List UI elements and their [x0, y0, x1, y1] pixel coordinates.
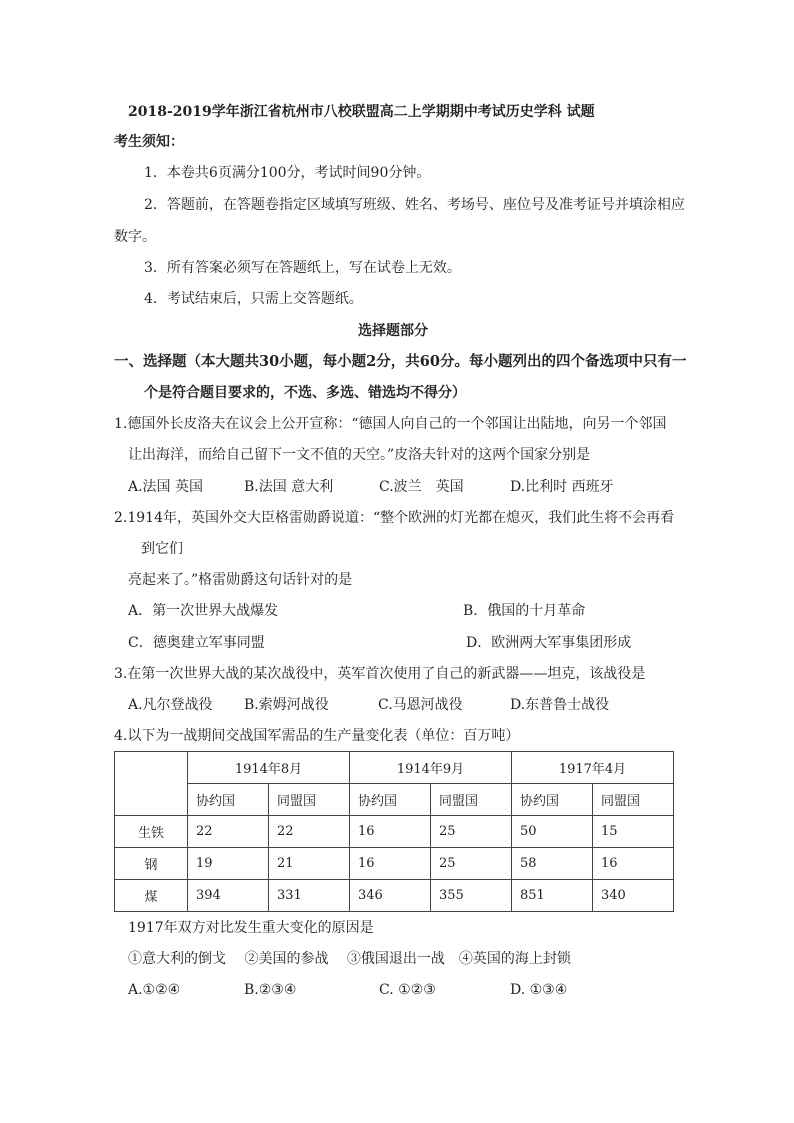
side-header: 协约国 — [188, 784, 269, 816]
q1-option-a: A.法国 英国 — [128, 479, 204, 495]
notice-item: 数字。 — [114, 229, 156, 245]
table-corner — [115, 752, 188, 816]
notice-heading: 考生须知： — [114, 134, 184, 150]
q2-option-a: A．第一次世界大战爆发 — [128, 603, 279, 619]
q2-stem: 亮起来了。”格雷勋爵这句话针对的是 — [128, 572, 353, 588]
q3-option-a: A.凡尔登战役 — [128, 697, 213, 713]
period-header: 1914年9月 — [350, 752, 512, 784]
period-header: 1917年4月 — [512, 752, 674, 784]
notice-item: 1．本卷共6页满分100分，考试时间90分钟。 — [144, 165, 431, 181]
side-header: 协约国 — [512, 784, 593, 816]
q4-option-d: D. ①③④ — [510, 982, 568, 998]
table-cell: 331 — [269, 880, 350, 912]
table-cell: 21 — [269, 848, 350, 880]
q1-stem: 让出海洋，而给自己留下一文不值的天空。”皮洛夫针对的这两个国家分别是 — [128, 447, 591, 463]
table-cell: 16 — [350, 848, 431, 880]
part-heading: 个是符合题目要求的，不选、多选、错选均不得分） — [144, 385, 466, 401]
table-row — [115, 816, 674, 848]
production-table — [114, 751, 674, 912]
q3-stem: 3.在第一次世界大战的某次战役中，英军首次使用了自己的新武器——坦克，该战役是 — [114, 666, 646, 682]
table-row — [115, 880, 674, 912]
q3-option-c: C.马恩河战役 — [378, 697, 463, 713]
q3-option-d: D.东普鲁士战役 — [510, 697, 610, 713]
table-cell: 15 — [593, 816, 674, 848]
table-cell: 22 — [269, 816, 350, 848]
row-label: 煤 — [115, 880, 188, 912]
q3-option-b: B.索姆河战役 — [244, 697, 329, 713]
table-cell: 19 — [188, 848, 269, 880]
table-cell: 50 — [512, 816, 593, 848]
page-title: 2018-2019学年浙江省杭州市八校联盟高二上学期期中考试历史学科 试题 — [128, 104, 595, 120]
table-cell: 851 — [512, 880, 593, 912]
q4-stem: 4.以下为一战期间交战国军需品的生产量变化表（单位：百万吨） — [114, 728, 520, 744]
side-header: 协约国 — [350, 784, 431, 816]
row-label: 生铁 — [115, 816, 188, 848]
side-header: 同盟国 — [269, 784, 350, 816]
q1-option-d: D.比利时 西班牙 — [510, 479, 614, 495]
q1-stem: 1.德国外长皮洛夫在议会上公开宣称：“德国人向自己的一个邻国让出陆地，向另一个邻国 — [114, 416, 667, 432]
section-title: 选择题部分 — [358, 323, 428, 339]
table-cell: 22 — [188, 816, 269, 848]
q2-option-d: D．欧洲两大军事集团形成 — [466, 635, 632, 651]
side-header: 同盟国 — [431, 784, 512, 816]
period-header: 1914年8月 — [188, 752, 350, 784]
notice-item: 2．答题前，在答题卷指定区域填写班级、姓名、考场号、座位号及准考证号并填涂相应 — [144, 197, 685, 213]
q2-stem: 到它们 — [141, 541, 183, 557]
q4-option-a: A.①②④ — [128, 982, 181, 998]
table-cell: 355 — [431, 880, 512, 912]
q2-option-b: B．俄国的十月革命 — [463, 603, 586, 619]
q1-option-c: C.波兰 英国 — [379, 479, 464, 495]
q4-option-b: B.②③④ — [244, 982, 297, 998]
q2-option-c: C．德奥建立军事同盟 — [128, 635, 265, 651]
q4-question: 1917年双方对比发生重大变化的原因是 — [128, 920, 374, 936]
row-label: 钢 — [115, 848, 188, 880]
table-cell: 340 — [593, 880, 674, 912]
q2-stem: 2.1914年，英国外交大臣格雷勋爵说道：“整个欧洲的灯光都在熄灭，我们此生将不会再看 — [114, 510, 675, 526]
table-cell: 25 — [431, 816, 512, 848]
table-cell: 16 — [593, 848, 674, 880]
table-cell: 25 — [431, 848, 512, 880]
table-cell: 394 — [188, 880, 269, 912]
part-heading: 一、选择题（本大题共30小题，每小题2分，共60分。每小题列出的四个备选项中只有一 — [114, 353, 687, 370]
notice-item: 4．考试结束后，只需上交答题纸。 — [144, 291, 363, 307]
q4-factors: ①意大利的倒戈 ②美国的参战 ③俄国退出一战 ④英国的海上封锁 — [128, 951, 571, 967]
notice-item: 3．所有答案必须写在答题纸上，写在试卷上无效。 — [144, 260, 461, 276]
table-cell: 16 — [350, 816, 431, 848]
q4-option-c: C. ①②③ — [379, 982, 436, 998]
table-row — [115, 848, 674, 880]
table-cell: 346 — [350, 880, 431, 912]
q1-option-b: B.法国 意大利 — [244, 479, 334, 495]
side-header: 同盟国 — [593, 784, 674, 816]
table-cell: 58 — [512, 848, 593, 880]
